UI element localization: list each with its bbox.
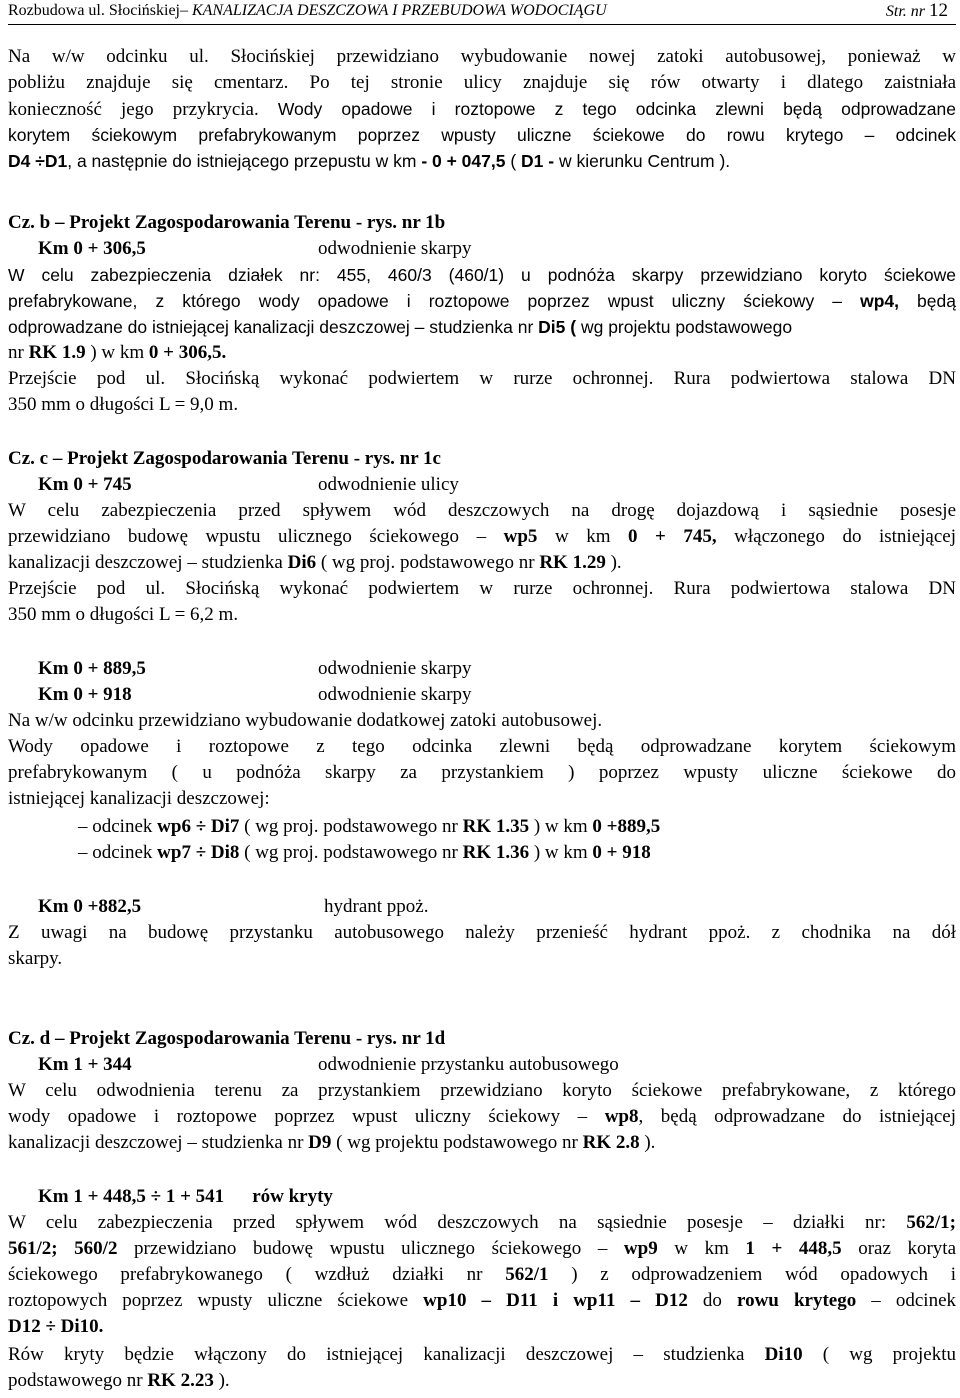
section-d-line-8: D12 ÷ Di10. [8, 1316, 104, 1337]
km-label: Km 0 +882,5 [38, 896, 142, 917]
km-label: Km 0 + 889,5 [38, 658, 146, 679]
manhole-ref: Di5 ( [538, 317, 577, 337]
text: prefabrykowane, z którego wody opadowe i roztopowe poprzez wpust uliczny ściekowy – [8, 291, 861, 311]
drawing-ref: RK 1.29 [539, 552, 606, 573]
section-d-line-5 [8, 1236, 956, 1262]
section-b-line-5: Przejście pod ul. Słocińską wykonać podwiertem w rurze ochronnej. Rura podwiertowa stalowa DN [8, 368, 956, 389]
segment-ref: wp7 ÷ Di8 [157, 842, 240, 863]
ditch-ref: rowu krytego [736, 1290, 857, 1311]
inlet-ref: wp9 [623, 1238, 658, 1259]
drawing-ref: RK 1.36 [462, 842, 530, 863]
text: , a następnie do istniejącego przepustu w km [67, 151, 422, 171]
text: kanalizacji deszczowej – studzienka [8, 552, 288, 573]
section-c2-line-6: skarpy. [8, 948, 63, 969]
manhole-ref: Di10 [764, 1344, 803, 1365]
parcel-ref: 561/2; 560/2 [8, 1238, 118, 1259]
manhole-ref: D9 [308, 1132, 332, 1153]
km-ref: 0 + 918 [592, 842, 651, 863]
intro-line-2: pobliżu znajduje się cmentarz. Po tej stronie ulicy znajduje się rów otwarty i dlatego zaistniała [8, 72, 956, 93]
segment-ref: wp6 ÷ Di7 [157, 816, 240, 837]
intro-line-5 [8, 148, 956, 174]
intro-line-3b: Wody opadowe i roztopowe z tego odcinka zlewni będą odprowadzane [277, 99, 956, 119]
intro-line-3 [8, 96, 956, 123]
text: będą [898, 291, 956, 311]
text: ( wg projektu [802, 1344, 956, 1365]
section-d-heading: Cz. d – Projekt Zagospodarowania Terenu - rys. nr 1d [8, 1028, 446, 1049]
section-c-line-1: W celu zabezpieczenia przed spływem wód deszczowych na drogę dojazdową i sąsiednie posesje [8, 500, 956, 521]
section-d-line-1: W celu odwodnienia terenu za przystankiem przewidziano koryto ściekowe prefabrykowane, z którego [8, 1080, 956, 1101]
text: ściekowego prefabrykowanego ( wzdłuż działki nr [8, 1264, 506, 1285]
text: roztopowych poprzez wpusty uliczne ściekowe [8, 1290, 424, 1311]
text: ( wg projektu podstawowego nr [331, 1132, 583, 1153]
section-b-heading: Cz. b – Projekt Zagospodarowania Terenu - rys. nr 1b [8, 212, 446, 233]
inlet-ref: wp8 [604, 1106, 639, 1127]
segment-ref: wp10 – D11 i wp11 – D12 [423, 1290, 688, 1311]
section-d-line-10 [8, 1368, 956, 1394]
text: – odcinek [78, 842, 158, 863]
section-b-km-row [8, 236, 956, 262]
text: nr [8, 342, 29, 363]
page-number: 12 [929, 0, 948, 21]
text: podstawowego nr [8, 1370, 148, 1391]
km-description: odwodnienie skarpy [318, 658, 472, 679]
manhole-ref: Di6 [287, 552, 317, 573]
text: wg projektu podstawowego [576, 317, 793, 337]
section-c-line-5: 350 mm o długości L = 6,2 m. [8, 604, 239, 625]
km-label: Km 1 + 344 [38, 1054, 132, 1075]
section-d-line-2 [8, 1104, 956, 1130]
section-ref: D1 - [521, 151, 555, 171]
km-label: Km 0 + 745 [38, 474, 132, 495]
drawing-ref: RK 1.35 [462, 816, 530, 837]
text: przewidziano budowę wpustu ulicznego ściekowego – [8, 526, 504, 547]
section-c-heading: Cz. c – Projekt Zagospodarowania Terenu - rys. nr 1c [8, 448, 441, 469]
parcel-ref: 562/1 [505, 1264, 549, 1285]
km-description: odwodnienie skarpy [318, 684, 472, 705]
text: oraz koryta [841, 1238, 957, 1259]
drawing-ref: RK 2.8 [582, 1132, 640, 1153]
km-description: hydrant ppoż. [324, 896, 429, 917]
text: ( wg proj. podstawowego nr [239, 816, 463, 837]
km-label: Km 0 + 918 [38, 684, 132, 705]
section-b-line-4 [8, 340, 956, 366]
section-d-line-6 [8, 1262, 956, 1288]
text: włączonego do istniejącej [716, 526, 956, 547]
intro-line-1: Na w/w odcinku ul. Słocińskiej przewidziano wybudowanie nowej zatoki autobusowej, ponieważ w [8, 46, 956, 67]
km-description: rów kryty [252, 1186, 333, 1207]
section-c-km-row [8, 472, 956, 498]
km-ref: - 0 + 047,5 [421, 151, 506, 171]
inlet-ref: wp4, [860, 291, 899, 311]
text: – odcinek [78, 816, 158, 837]
section-c2-km-row-3 [8, 894, 956, 920]
text: W celu zabezpieczenia przed spływem wód deszczowych na sąsiednie posesje – działki nr: [8, 1212, 907, 1233]
section-c-line-3 [8, 550, 956, 576]
section-d-km-row [8, 1052, 956, 1078]
km-ref: 1 + 448,5 [745, 1238, 842, 1259]
running-header [8, 0, 956, 22]
section-b-line-6: 350 mm o długości L = 9,0 m. [8, 394, 239, 415]
header-page-label: Str. nr [885, 3, 929, 20]
text: ). [639, 1132, 656, 1153]
section-b-line-2 [8, 288, 956, 314]
header-page-number [886, 0, 948, 23]
text: ). [213, 1370, 230, 1391]
drawing-ref: RK 2.23 [147, 1370, 214, 1391]
section-ref: D4 ÷D1 [8, 151, 68, 171]
text: w kierunku Centrum ). [554, 151, 731, 171]
text: – odcinek [856, 1290, 957, 1311]
list-item [8, 814, 956, 840]
section-c-line-4: Przejście pod ul. Słocińską wykonać podwiertem w rurze ochronnej. Rura podwiertowa stalowa DN [8, 578, 956, 599]
text: ) z odprowadzeniem wód opadowych i [548, 1264, 956, 1285]
section-d-line-9 [8, 1342, 956, 1368]
intro-line-4: korytem ściekowym prefabrykowanym poprzez wpusty uliczne ściekowe do rowu krytego – odcinek [8, 125, 956, 145]
text: ) w km [529, 842, 593, 863]
section-d-line-7 [8, 1288, 956, 1314]
km-description: odwodnienie przystanku autobusowego [318, 1054, 619, 1075]
intro-line-3a: konieczność jego przykrycia. [8, 99, 278, 120]
inlet-ref: wp5 [503, 526, 538, 547]
text: w km [657, 1238, 746, 1259]
section-c2-line-5: Z uwagi na budowę przystanku autobusowego należy przenieść hydrant ppoż. z chodnika na dół [8, 922, 956, 943]
header-left: Rozbudowa ul. Słocińskiej– [8, 2, 192, 19]
section-c2-line-2: Wody opadowe i roztopowe z tego odcinka zlewni będą odprowadzane korytem ściekowym [8, 736, 956, 757]
km-ref: 0 +889,5 [592, 816, 661, 837]
text: wody opadowe i roztopowe poprzez wpust uliczny ściekowy – [8, 1106, 605, 1127]
text: Rów kryty będzie włączony do istniejącej kanalizacji deszczowej – studzienka [8, 1344, 765, 1365]
text: do [687, 1290, 737, 1311]
text: ( wg proj. podstawowego nr [239, 842, 463, 863]
section-d-line-3 [8, 1130, 956, 1156]
header-divider [8, 24, 956, 25]
section-d-line-4 [8, 1210, 956, 1236]
section-c-line-2 [8, 524, 956, 550]
km-label: Km 1 + 448,5 ÷ 1 + 541 [38, 1186, 225, 1207]
km-description: odwodnienie skarpy [318, 238, 472, 259]
text: ) w km [529, 816, 593, 837]
section-c2-km-row-2 [8, 682, 956, 708]
section-c2-line-4: istniejącej kanalizacji deszczowej: [8, 788, 270, 809]
header-title: KANALIZACJA DESZCZOWA I PRZEBUDOWA WODOCIĄGU [191, 2, 607, 19]
drawing-ref: RK 1.9 [28, 342, 86, 363]
text: ( wg proj. podstawowego nr [316, 552, 540, 573]
km-label: Km 0 + 306,5 [38, 238, 146, 259]
section-b-line-3 [8, 314, 956, 340]
parcel-ref: 562/1; [906, 1212, 956, 1233]
km-ref: 0 + 745, [628, 526, 717, 547]
section-b-line-1: W celu zabezpieczenia działek nr: 455, 460/3 (460/1) u podnóża skarpy przewidziano koryto ściekowe [8, 265, 956, 285]
section-c2-line-3: prefabrykowanym ( u podnóża skarpy za przystankiem ) poprzez wpusty uliczne ściekowe do [8, 762, 956, 783]
km-description: odwodnienie ulicy [318, 474, 459, 495]
km-ref: 0 + 306,5. [148, 342, 227, 363]
text: przewidziano budowę wpustu ulicznego ściekowego – [117, 1238, 624, 1259]
text: w km [537, 526, 629, 547]
text: ). [605, 552, 622, 573]
section-d-km-row-2 [8, 1184, 956, 1210]
list-item [8, 840, 956, 866]
section-c2-line-1: Na w/w odcinku przewidziano wybudowanie dodatkowej zatoki autobusowej. [8, 710, 603, 731]
section-c2-km-row-1 [8, 656, 956, 682]
text: , będą odprowadzane do istniejącej [638, 1106, 956, 1127]
text: ( [505, 151, 522, 171]
text: kanalizacji deszczowej – studzienka nr [8, 1132, 309, 1153]
text: odprowadzane do istniejącej kanalizacji deszczowej – studzienka nr [8, 317, 539, 337]
text: ) w km [85, 342, 149, 363]
